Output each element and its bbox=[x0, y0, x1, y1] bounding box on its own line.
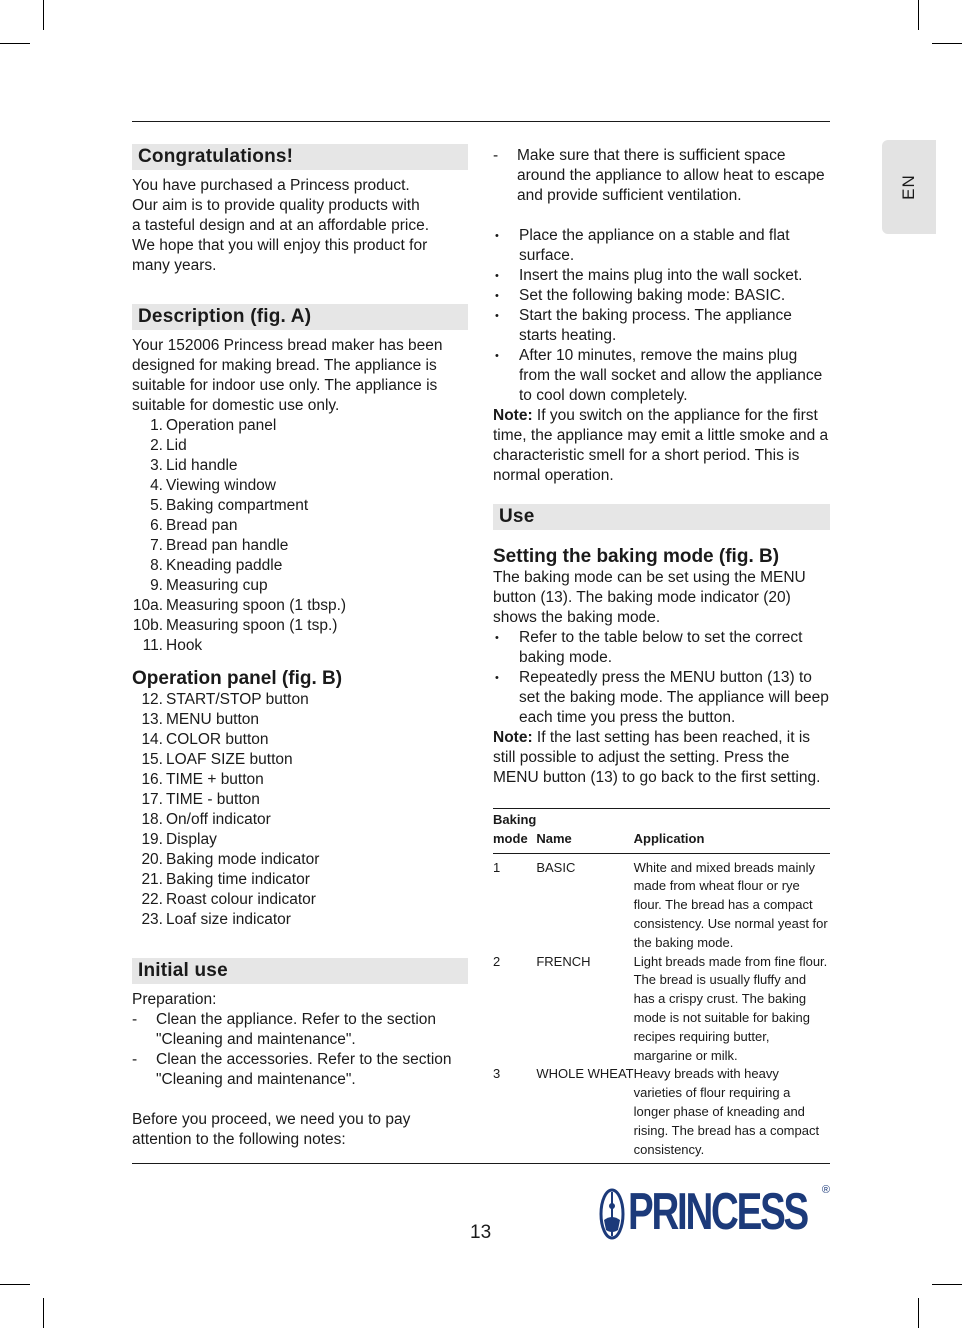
item-label: Bread pan bbox=[166, 517, 238, 534]
bullet-marker: • bbox=[495, 672, 499, 684]
parts-list bbox=[132, 416, 468, 656]
princess-logo bbox=[598, 1184, 830, 1244]
use-note bbox=[493, 728, 830, 788]
crop-mark bbox=[918, 0, 919, 30]
language-label: EN bbox=[899, 174, 918, 200]
item-label: Measuring spoon (1 tbsp.) bbox=[166, 597, 347, 614]
list-item bbox=[132, 496, 468, 516]
congratulations-line: You have purchased a Princess product. bbox=[132, 177, 410, 194]
item-label: Loaf size indicator bbox=[166, 911, 291, 928]
crop-mark bbox=[0, 43, 30, 44]
list-item bbox=[132, 1010, 468, 1050]
list-item bbox=[132, 416, 468, 436]
cell-mode: 3 bbox=[493, 1066, 501, 1082]
crop-mark bbox=[43, 1298, 44, 1328]
list-item bbox=[132, 456, 468, 476]
list-item bbox=[132, 730, 468, 750]
initial-use-note bbox=[493, 406, 830, 486]
list-item bbox=[132, 770, 468, 790]
list-item bbox=[493, 346, 830, 406]
item-label: Viewing window bbox=[166, 477, 276, 494]
page-number: 13 bbox=[470, 1222, 492, 1243]
item-number: 21. bbox=[141, 871, 163, 888]
item-number: 2. bbox=[150, 437, 163, 454]
item-number: 12. bbox=[141, 691, 163, 708]
bullet-marker: • bbox=[495, 310, 499, 322]
item-number: 16. bbox=[141, 771, 163, 788]
table-row bbox=[493, 853, 830, 952]
list-item bbox=[132, 616, 468, 636]
item-number: 14. bbox=[141, 731, 163, 748]
list-item bbox=[132, 636, 468, 656]
item-number: 10b. bbox=[132, 617, 163, 634]
item-number: 23. bbox=[141, 911, 163, 928]
list-item bbox=[132, 750, 468, 770]
brand-name: PRINCESS bbox=[628, 1183, 807, 1241]
item-number: 11. bbox=[142, 637, 163, 654]
item-label: Measuring spoon (1 tsp.) bbox=[166, 617, 338, 634]
item-number: 4. bbox=[150, 477, 163, 494]
item-number: 22. bbox=[141, 891, 163, 908]
registered-mark: ® bbox=[821, 1184, 830, 1196]
item-label: Baking mode indicator bbox=[166, 851, 320, 868]
item-number: 15. bbox=[141, 751, 163, 768]
item-number: 17. bbox=[141, 791, 163, 808]
congratulations-line: a tasteful design and at an affordable price. bbox=[132, 217, 430, 234]
dash-marker: - bbox=[132, 1011, 138, 1028]
item-text: Set the following baking mode: BASIC. bbox=[519, 287, 786, 304]
item-label: Lid bbox=[166, 437, 187, 454]
list-item bbox=[493, 266, 830, 286]
congratulations-heading: Congratulations! bbox=[132, 144, 468, 170]
item-text: Refer to the table below to set the correct baking mode. bbox=[519, 629, 803, 666]
bullet-marker: • bbox=[495, 230, 499, 242]
item-label: Bread pan handle bbox=[166, 537, 289, 554]
use-heading: Use bbox=[493, 504, 830, 530]
header-mode-line1: Baking bbox=[493, 812, 537, 827]
crop-mark bbox=[932, 43, 962, 44]
item-number: 13. bbox=[141, 711, 163, 728]
item-number: 3. bbox=[150, 457, 163, 474]
item-number: 7. bbox=[150, 537, 163, 554]
item-label: Measuring cup bbox=[166, 577, 268, 594]
list-item bbox=[493, 286, 830, 306]
item-number: 20. bbox=[141, 851, 163, 868]
item-text: After 10 minutes, remove the mains plug from the wall socket and allow the appliance to cool down completely. bbox=[519, 347, 823, 404]
cell-name: WHOLE WHEAT bbox=[536, 1066, 634, 1082]
list-item bbox=[132, 830, 468, 850]
item-number: 19. bbox=[141, 831, 163, 848]
list-item bbox=[132, 790, 468, 810]
crop-mark bbox=[0, 1284, 30, 1285]
language-tab bbox=[882, 140, 936, 234]
item-label: Operation panel bbox=[166, 417, 277, 434]
item-label: Hook bbox=[166, 637, 203, 654]
top-rule bbox=[132, 121, 830, 122]
list-item bbox=[132, 710, 468, 730]
left-column bbox=[132, 144, 468, 1150]
item-text: Insert the mains plug into the wall socket. bbox=[519, 267, 803, 284]
item-label: LOAF SIZE button bbox=[166, 751, 293, 768]
item-label: Roast colour indicator bbox=[166, 891, 316, 908]
header-mode bbox=[493, 809, 536, 854]
preparation-list bbox=[132, 1010, 468, 1090]
congratulations-line: Our aim is to provide quality products with bbox=[132, 197, 420, 214]
preparation-label: Preparation: bbox=[132, 991, 217, 1008]
note-text: If the last setting has been reached, it is still possible to adjust the setting. Press the MENU button (13) to go back to the first setting. bbox=[493, 729, 821, 786]
item-text: Make sure that there is sufficient space around the appliance to allow heat to escape and provide sufficient ventilation. bbox=[517, 147, 825, 204]
item-label: Display bbox=[166, 831, 217, 848]
description-heading: Description (fig. A) bbox=[132, 304, 468, 330]
item-number: 8. bbox=[150, 557, 163, 574]
cell-name: FRENCH bbox=[536, 953, 591, 969]
bullet-marker: • bbox=[495, 290, 499, 302]
cell-name: BASIC bbox=[536, 859, 576, 875]
list-item bbox=[132, 850, 468, 870]
baking-mode-heading: Setting the baking mode (fig. B) bbox=[493, 546, 780, 567]
list-item bbox=[132, 436, 468, 456]
list-item bbox=[493, 226, 830, 266]
bullet-marker: • bbox=[495, 350, 499, 362]
item-label: Baking compartment bbox=[166, 497, 309, 514]
list-item bbox=[132, 536, 468, 556]
item-label: Baking time indicator bbox=[166, 871, 310, 888]
item-number: 10a. bbox=[132, 597, 163, 614]
item-label: On/off indicator bbox=[166, 811, 271, 828]
list-item bbox=[493, 146, 830, 206]
bullet-marker: • bbox=[495, 632, 499, 644]
item-number: 6. bbox=[150, 517, 163, 534]
list-item bbox=[132, 810, 468, 830]
header-name: Name bbox=[536, 809, 633, 854]
operation-panel-heading: Operation panel (fig. B) bbox=[132, 668, 343, 689]
item-number: 9. bbox=[150, 577, 163, 594]
list-item bbox=[132, 596, 468, 616]
item-number: 1. bbox=[150, 417, 163, 434]
congratulations-line: many years. bbox=[132, 257, 217, 274]
item-text: Clean the appliance. Refer to the section "Cleaning and maintenance". bbox=[156, 1011, 437, 1048]
item-number: 5. bbox=[150, 497, 163, 514]
list-item bbox=[132, 476, 468, 496]
operation-panel-list bbox=[132, 690, 468, 930]
dash-marker: - bbox=[132, 1051, 138, 1068]
table-row bbox=[493, 953, 830, 1066]
item-label: Lid handle bbox=[166, 457, 238, 474]
list-item bbox=[132, 890, 468, 910]
before-proceed-text: Before you proceed, we need you to pay attention to the following notes: bbox=[132, 1111, 411, 1148]
list-item bbox=[493, 668, 830, 728]
list-item bbox=[132, 870, 468, 890]
bottom-rule bbox=[132, 1163, 830, 1164]
item-label: TIME - button bbox=[166, 791, 260, 808]
description-text: Your 152006 Princess bread maker has been designed for making bread. The appliance is suitable for indoor use only. The appliance is suitable for domestic use only. bbox=[132, 337, 443, 414]
list-item bbox=[493, 628, 830, 668]
list-item bbox=[493, 306, 830, 346]
notes-bullet-list bbox=[493, 226, 830, 406]
item-text: Clean the accessories. Refer to the section "Cleaning and maintenance". bbox=[156, 1051, 452, 1088]
list-item bbox=[132, 910, 468, 930]
cell-application: Heavy breads with heavy varieties of flour requiring a longer phase of kneading and rising. The bread has a compact consistency. bbox=[633, 1066, 820, 1157]
item-label: START/STOP button bbox=[166, 691, 309, 708]
note-text: If you switch on the appliance for the first time, the appliance may emit a little smoke and a characteristic smell for a short period. This is normal operation. bbox=[493, 407, 829, 484]
table-row bbox=[493, 1065, 830, 1159]
bullet-marker: • bbox=[495, 270, 499, 282]
item-label: Kneading paddle bbox=[166, 557, 283, 574]
list-item bbox=[132, 516, 468, 536]
congratulations-line: We hope that you will enjoy this product for bbox=[132, 237, 428, 254]
crop-mark bbox=[43, 0, 44, 30]
cell-mode: 1 bbox=[493, 859, 501, 875]
initial-use-heading: Initial use bbox=[132, 958, 468, 984]
use-intro: The baking mode can be set using the MENU button (13). The baking mode indicator (20) shows the baking mode. bbox=[493, 569, 806, 626]
cell-application: Light breads made from fine flour. The bread is usually fluffy and has a crispy crust. The baking mode is not suitable for baking recipes requiring butter, margarine or milk. bbox=[633, 953, 828, 1063]
list-item bbox=[132, 1050, 468, 1090]
crop-mark bbox=[918, 1298, 919, 1328]
item-label: MENU button bbox=[166, 711, 260, 728]
cell-application: White and mixed breads mainly made from wheat flour or rye flour. The bread has a compact consistency. Use normal yeast for the baking mode. bbox=[633, 859, 828, 950]
header-application: Application bbox=[634, 809, 830, 854]
item-label: TIME + button bbox=[166, 771, 264, 788]
list-item bbox=[132, 556, 468, 576]
note-label: Note: bbox=[493, 729, 533, 746]
baking-mode-table bbox=[493, 808, 830, 1159]
note-label: Note: bbox=[493, 407, 533, 424]
list-item bbox=[132, 576, 468, 596]
header-mode-line2: mode bbox=[493, 830, 528, 846]
right-column bbox=[493, 146, 830, 1159]
item-number: 18. bbox=[141, 811, 163, 828]
table-header-row bbox=[493, 809, 830, 854]
cell-mode: 2 bbox=[493, 953, 501, 969]
item-text: Repeatedly press the MENU button (13) to set the baking mode. The appliance will beep each time you press the button. bbox=[519, 669, 829, 726]
use-bullet-list bbox=[493, 628, 830, 728]
item-label: COLOR button bbox=[166, 731, 269, 748]
crop-mark bbox=[932, 1284, 962, 1285]
notes-dash-list bbox=[493, 146, 830, 206]
item-text: Start the baking process. The appliance starts heating. bbox=[519, 307, 792, 344]
list-item bbox=[132, 690, 468, 710]
item-text: Place the appliance on a stable and flat surface. bbox=[519, 227, 790, 264]
dash-marker: - bbox=[493, 147, 499, 164]
